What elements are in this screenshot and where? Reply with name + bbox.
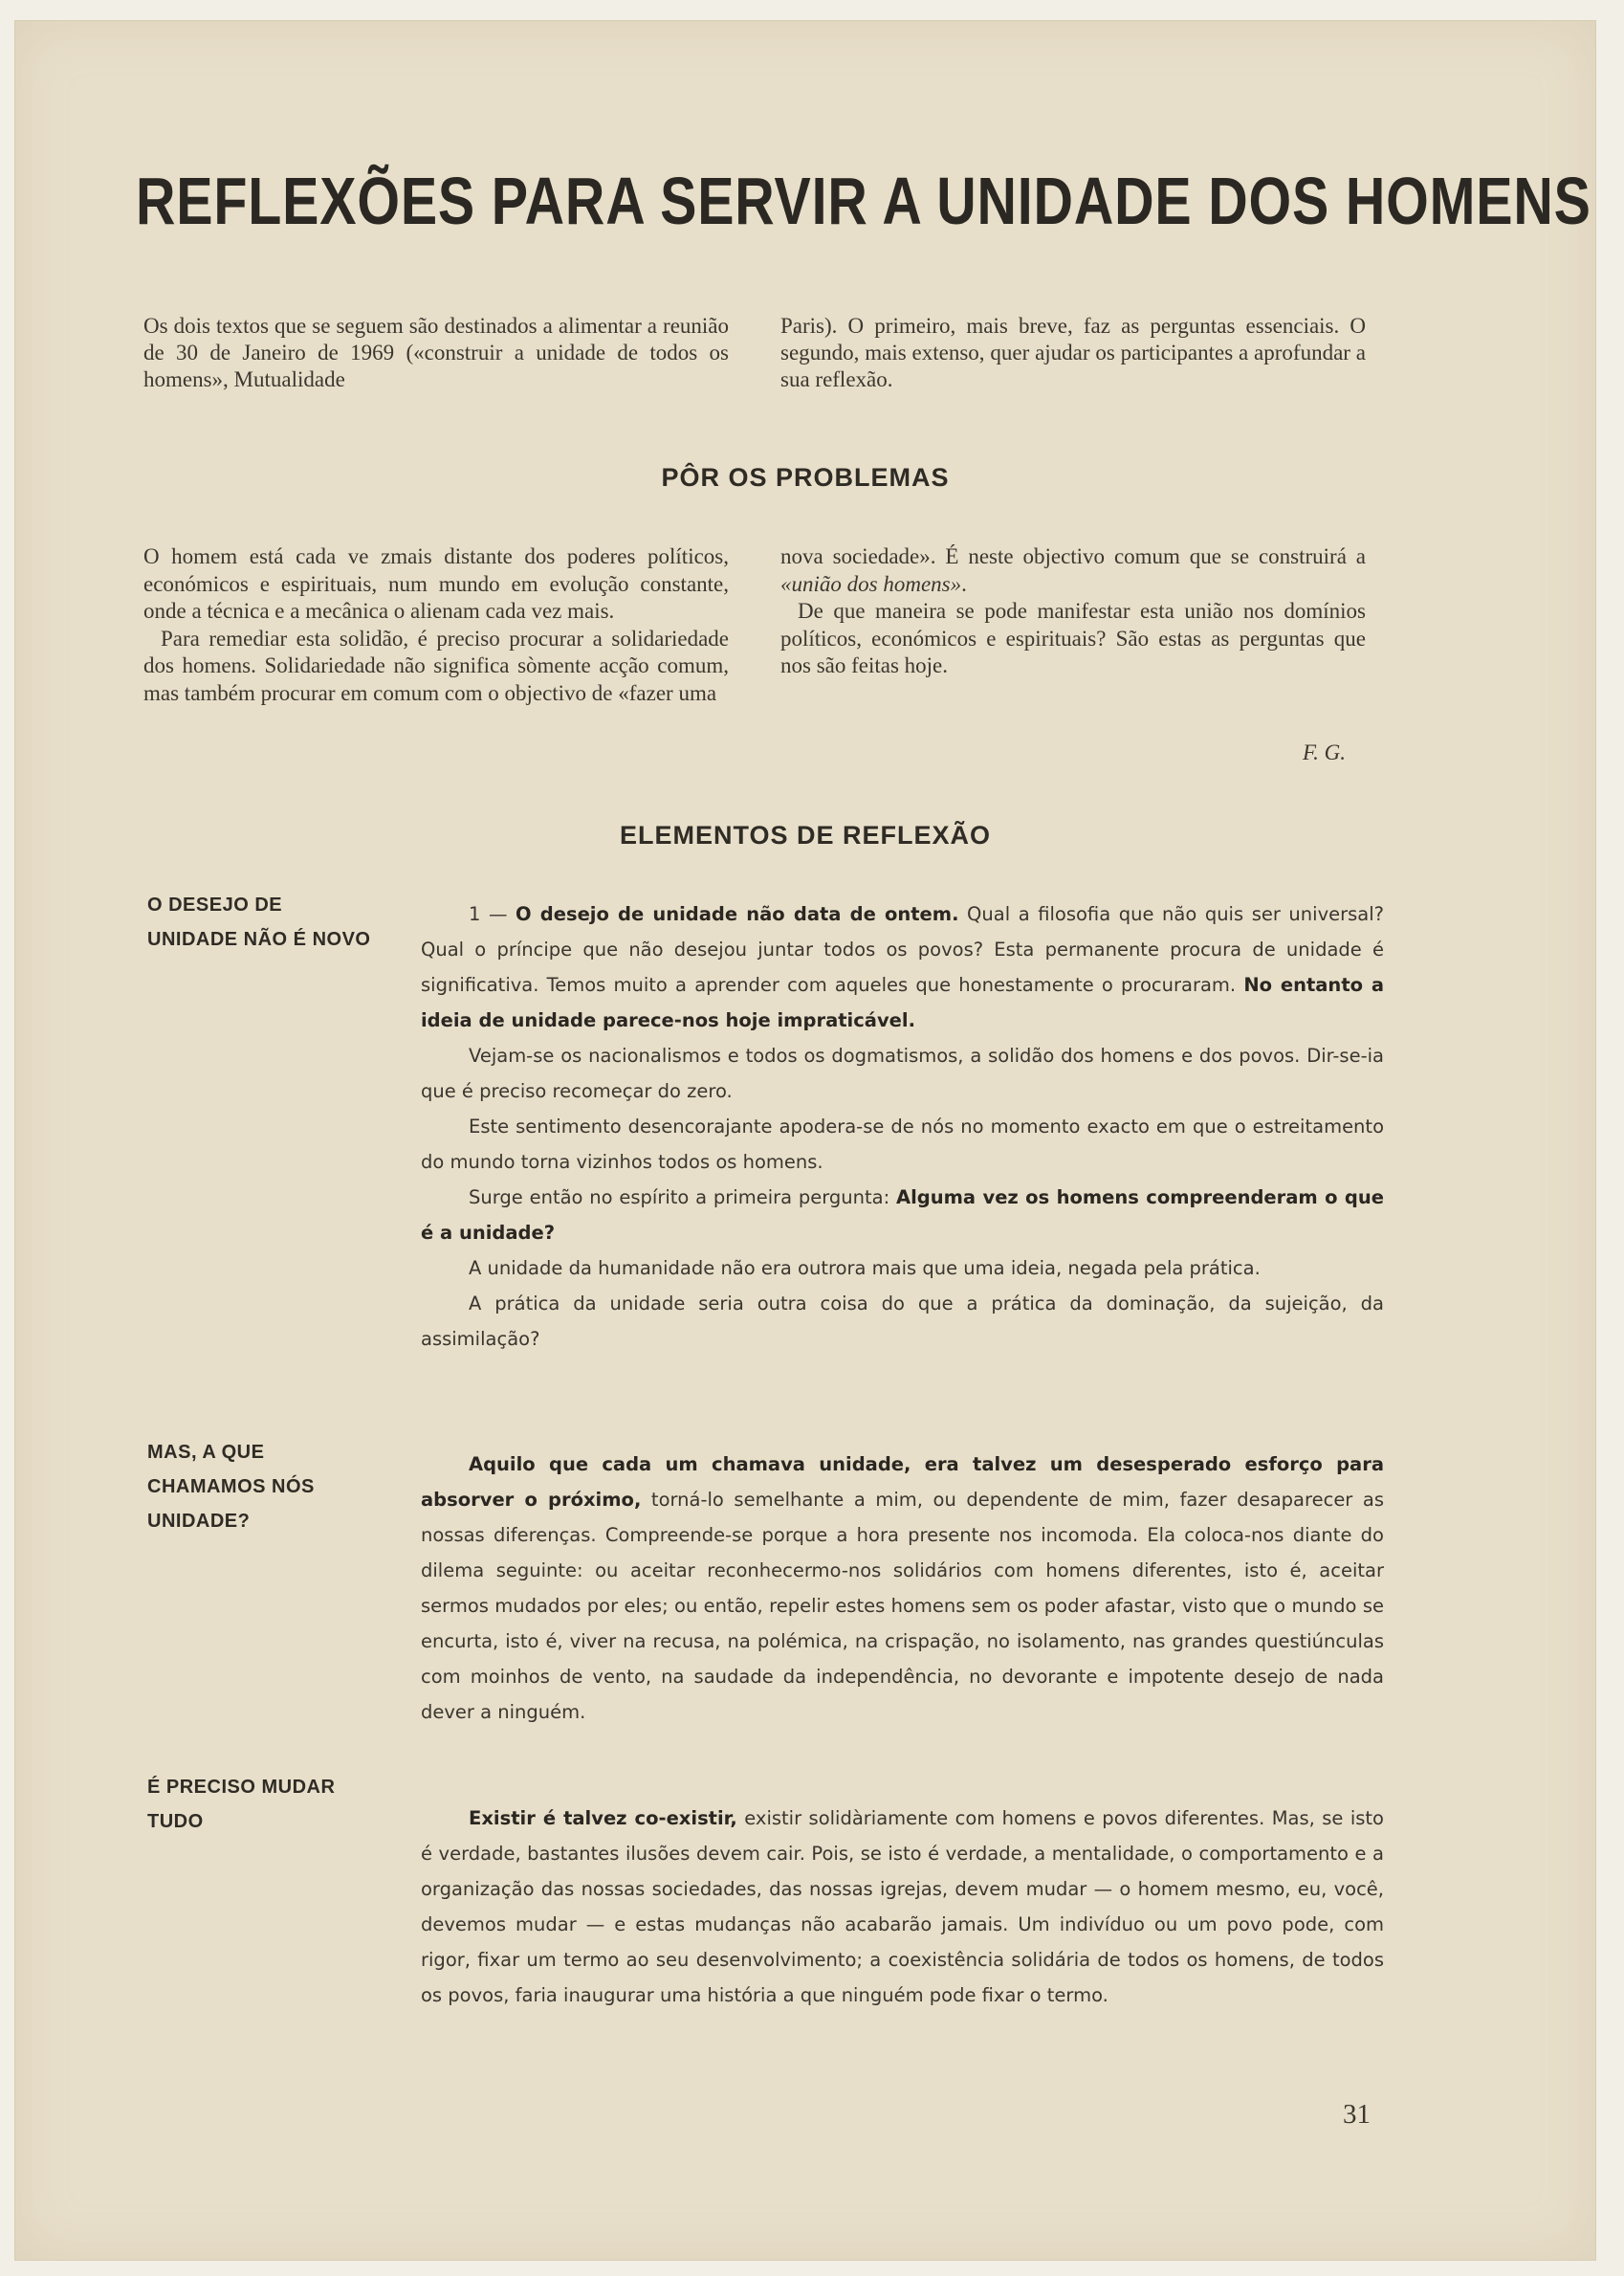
problemas-paragraph: O homem está cada ve zmais distante dos poderes políticos, económicos e espirituais, num mundo em evolução constante, onde a técnica e a mecânica o alienam cada vez mais. xyxy=(143,544,729,623)
section-paragraph: Aquilo que cada um chamava unidade, era talvez um desesperado esforço para absorver o próximo, torná-lo semelhante a mim, ou dependente de mim, fazer desaparecer as nossas diferenças. Compreende-se porque a hora presente nos incomoda. Ela coloca-nos diante do dilema seguinte: ou aceitar reconhecermo-nos solidários com homens diferentes, isto é, aceitar sermos mudados por eles; ou então, repelir estes homens sem os poder afastar, visto que o mundo se encurta, isto é, viver na recusa, na polémica, na crispação, no isolamento, nas grandes questiúnculas com moinhos de vento, na saudade da independência, no devorante e impotente desejo de nada dever a ninguém. xyxy=(421,1453,1385,1723)
magazine-page xyxy=(15,21,1595,2260)
article-title: REFLEXÕES PARA SERVIR A UNIDADE DOS HOMENS xyxy=(136,164,1591,238)
section-paragraph: Surge então no espírito a primeira pergunta: Alguma vez os homens compreenderam o que é a unidade? xyxy=(421,1186,1384,1244)
intro-left-column: Os dois textos que se seguem são destinados a alimentar a reunião de 30 de Janeiro de 1969 («construir a unidade de todos os homens», Mutualidade xyxy=(143,314,729,391)
section-paragraph: Vejam-se os nacionalismos e todos os dogmatismos, a solidão dos homens e dos povos. Dir-se-ia que é preciso recomeçar do zero. xyxy=(421,1045,1384,1102)
problemas-paragraph: Para remediar esta solidão, é preciso procurar a solidariedade dos homens. Solidariedade não significa sòmente acção comum, mas também procurar em comum com o objectivo de «fazer uma xyxy=(143,626,729,705)
side-label-e-preciso-mudar-tudo: É PRECISO MUDAR TUDO xyxy=(147,1777,336,1832)
section-e-preciso-mudar-tudo xyxy=(421,1801,1384,2013)
problemas-right-column xyxy=(780,543,1366,680)
page-number: 31 xyxy=(1343,2099,1371,2130)
problemas-paragraph: De que maneira se pode manifestar esta união nos domínios políticos, económicos e espirituais? São estas as perguntas que nos são feitas hoje. xyxy=(780,599,1366,677)
section-desejo-de-unidade xyxy=(421,896,1384,1357)
section-paragraph: Existir é talvez co-existir, existir solidàriamente com homens e povos diferentes. Mas, se isto é verdade, bastantes ilusões devem cair. Pois, se isto é verdade, a mentalidade, o comportamento e a organização das nossas sociedades, das nossas igrejas, devem mudar — o homem mesmo, eu, você, devemos mudar — e estas mudanças não acabarão jamais. Um indivíduo ou um povo pode, com rigor, fixar um termo ao seu desenvolvimento; a coexistência solidária de todos os homens, de todos os povos, faria inaugurar uma história a que ninguém pode fixar o termo. xyxy=(421,1807,1384,2006)
side-label-desejo-de-unidade: O DESEJO DE UNIDADE NÃO É NOVO xyxy=(147,895,371,950)
problemas-left-column xyxy=(143,543,729,707)
section-paragraph: Este sentimento desencorajante apodera-se de nós no momento exacto em que o estreitamento do mundo torna vizinhos todos os homens. xyxy=(421,1116,1384,1173)
heading-elementos-de-reflexao: ELEMENTOS DE REFLEXÃO xyxy=(619,821,992,850)
section-a-que-chamamos-unidade xyxy=(421,1447,1384,1730)
section-paragraph: 1 — O desejo de unidade não data de ontem. Qual a filosofia que não quis ser universal? Qual o príncipe que não desejou juntar todos os povos? Esta permanente procura de unidade é significativa. Temos muito a aprender com aqueles que honestamente o procuraram. No entanto a ideia de unidade parece-nos hoje impraticável. xyxy=(421,903,1385,1031)
uniao-dos-homens-emphasis: «união dos homens» xyxy=(780,571,962,596)
section-paragraph: A prática da unidade seria outra coisa do que a prática da dominação, da sujeição, da assimilação? xyxy=(421,1293,1384,1350)
heading-por-os-problemas: PÔR OS PROBLEMAS xyxy=(661,463,950,492)
problemas-paragraph: nova sociedade». É neste objectivo comum que se construirá a «união dos homens». xyxy=(780,544,1366,596)
side-label-a-que-chamamos-unidade: MAS, A QUE CHAMAMOS NÓS UNIDADE? xyxy=(147,1442,315,1532)
author-signature: F. G. xyxy=(1303,740,1346,764)
intro-right-column: Paris). O primeiro, mais breve, faz as perguntas essenciais. O segundo, mais extenso, quer ajudar os participantes a aprofundar a sua reflexão. xyxy=(780,314,1366,391)
section-paragraph: A unidade da humanidade não era outrora mais que uma ideia, negada pela prática. xyxy=(469,1257,1261,1279)
